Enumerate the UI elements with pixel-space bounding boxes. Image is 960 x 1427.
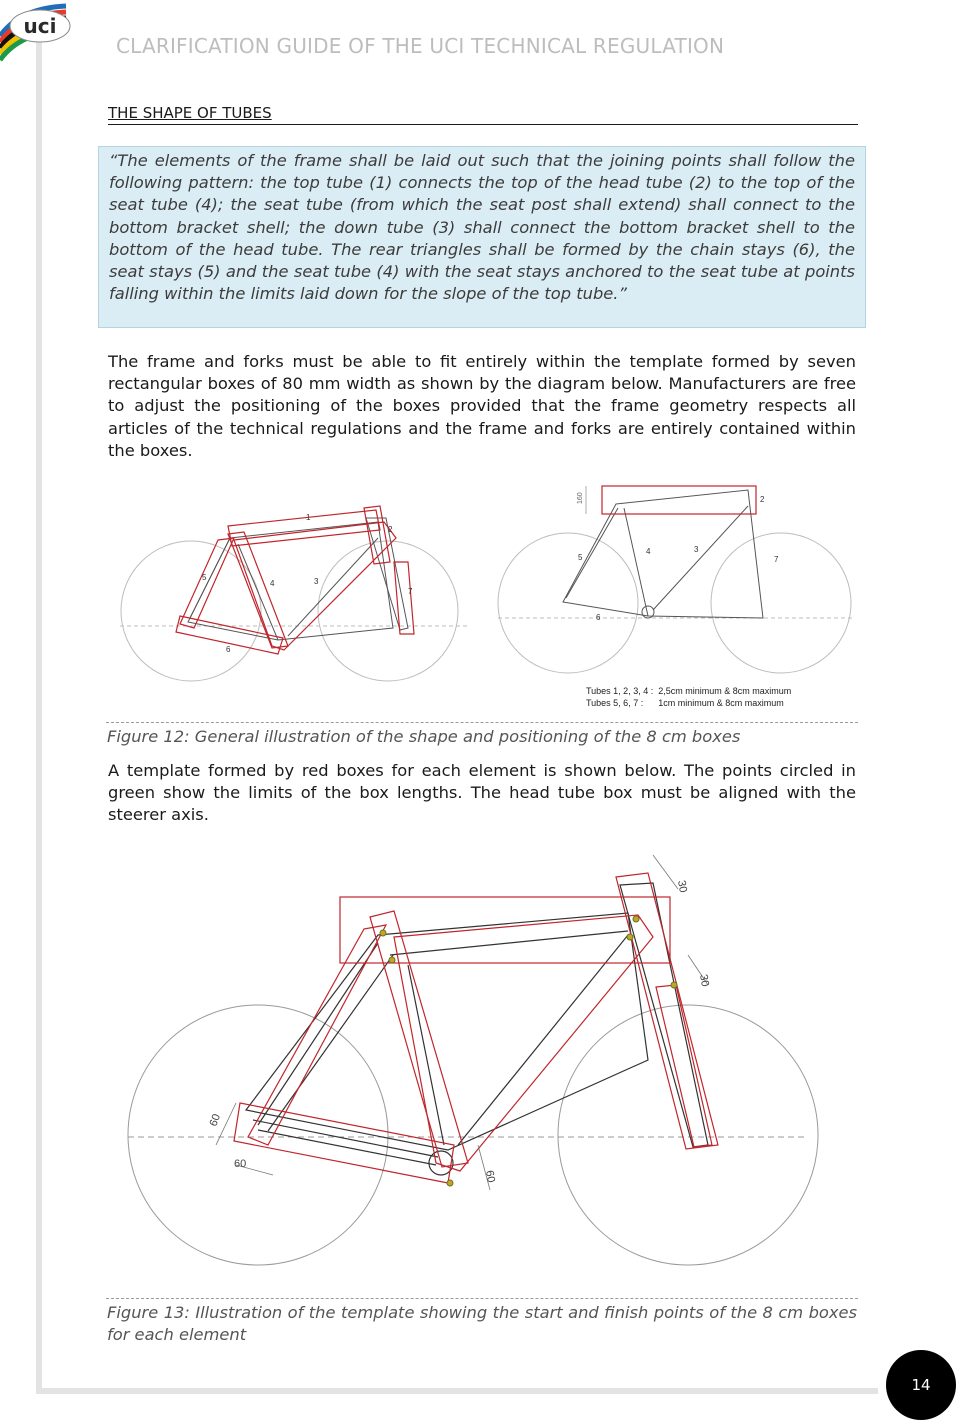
fig12-label-2: 2 — [388, 525, 393, 534]
tube-note-row — [586, 685, 791, 697]
dimension-label: 60 — [207, 1112, 224, 1129]
red-box-right — [602, 486, 756, 514]
frame-right — [563, 490, 763, 618]
fig12-label-3: 3 — [314, 577, 319, 586]
dimension-label: 60 — [234, 1158, 247, 1170]
red-template-boxes — [234, 873, 718, 1183]
rear-wheel-left — [121, 541, 261, 681]
tube-note-range: 1cm minimum & 8cm maximum — [658, 698, 784, 708]
fig12-label-6: 6 — [226, 645, 231, 654]
dimension-label: 60 — [483, 1169, 497, 1184]
page-border-bottom — [36, 1388, 878, 1394]
fig12-dimension-label: 160 — [577, 492, 584, 504]
fig12-right-label-6: 6 — [596, 613, 601, 622]
fig12-right-label-7: 7 — [774, 555, 779, 564]
fig12-label-1: 1 — [306, 513, 311, 522]
regulation-quote: “The elements of the frame shall be laid out such that the joining points shall follow the following pattern: the top tube (1) connects the top of the head tube (2) to the top of the seat tube (4); the seat tube (from which the seat post shall extend) shall connect to the bottom bracket shell; the down tube (3) shall connect the bottom bracket shell to the bottom of the head tube. The rear triangles shall be formed by the chain stays (6), the seat stays (5) and the seat tube (4) with the seat stays anchored to the seat tube at points falling within the limits laid down for the slope of the top tube.” — [98, 146, 866, 328]
figure-12-diagram — [108, 478, 860, 718]
tube-note-tubes: Tubes 5, 6, 7 : — [586, 698, 644, 708]
tube-size-notes — [586, 685, 791, 709]
fig12-right-label-5: 5 — [578, 553, 583, 562]
page-border-left — [36, 40, 42, 1392]
fig12-right-label-2: 2 — [760, 495, 765, 504]
fig12-label-4: 4 — [270, 579, 275, 588]
figure-13-diagram — [108, 845, 860, 1290]
dimension-label: 30 — [675, 879, 689, 894]
dimension-label: 30 — [697, 973, 711, 988]
tube-note-tubes: Tubes 1, 2, 3, 4 : — [586, 686, 654, 696]
tube-note-row — [586, 697, 791, 709]
frame-left — [188, 518, 408, 640]
tube-note-range: 2,5cm minimum & 8cm maximum — [658, 686, 792, 696]
fig12-right-label-3: 3 — [694, 545, 699, 554]
header-title: CLARIFICATION GUIDE OF THE UCI TECHNICAL REGULATION — [116, 34, 725, 58]
fig12-right-label-4: 4 — [646, 547, 651, 556]
figure-13-caption: Figure 13: Illustration of the template showing the start and finish points of the 8 cm boxes for each element — [107, 1303, 857, 1345]
paragraph-template-details: A template formed by red boxes for each element is shown below. The points circled in green show the limits of the box lengths. The head tube box must be aligned with the steerer axis. — [108, 761, 856, 825]
caption-divider — [106, 1298, 858, 1299]
rear-wheel — [128, 1005, 388, 1265]
caption-divider — [106, 722, 858, 723]
red-boxes-left — [176, 506, 414, 654]
fig12-label-5: 5 — [202, 573, 207, 582]
section-heading: THE SHAPE OF TUBES — [108, 104, 858, 125]
paragraph-template-intro: The frame and forks must be able to fit entirely within the template formed by seven rectangular boxes of 80 mm width as shown by the diagram below. Manufacturers are free to adjust the positioning of the boxes provided that the frame geometry respects all articles of the technical regulations and the frame and forks are entirely contained within the boxes. — [108, 352, 856, 460]
frame-outline — [246, 883, 708, 1175]
page-number-badge: 14 — [886, 1350, 956, 1420]
front-wheel-right — [711, 533, 851, 673]
front-wheel — [558, 1005, 818, 1265]
figure-12-caption: Figure 12: General illustration of the shape and positioning of the 8 cm boxes — [107, 727, 741, 746]
fig12-label-7: 7 — [408, 587, 413, 596]
uci-logo — [0, 0, 78, 62]
logo-text: uci — [23, 14, 57, 38]
